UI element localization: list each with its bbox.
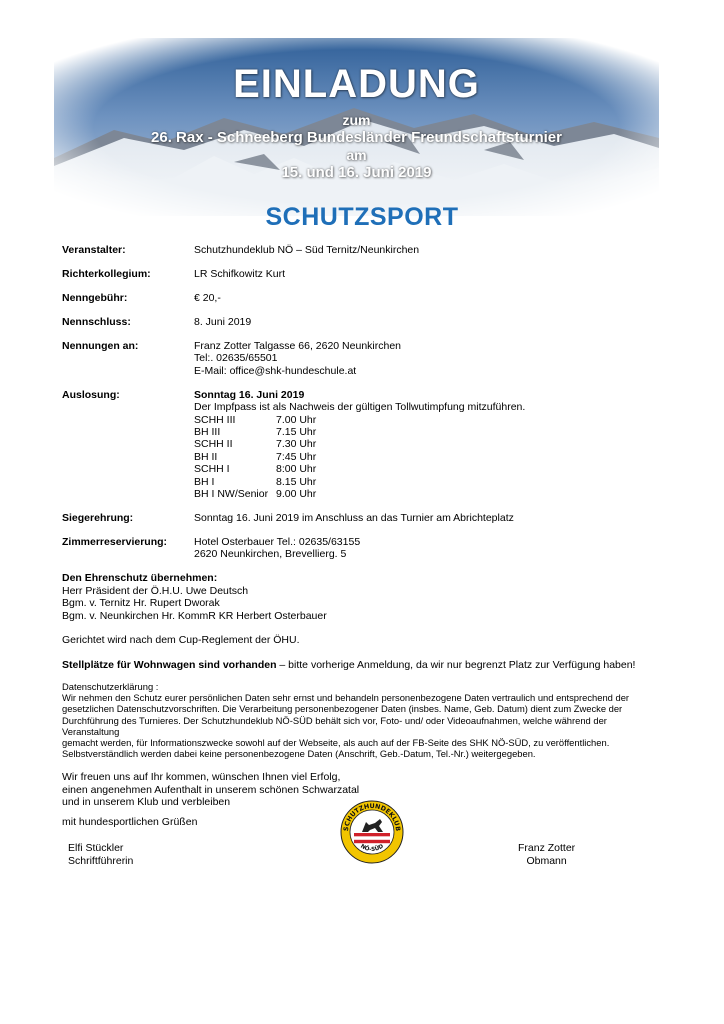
- schedule-class: BH I NW/Senior: [194, 488, 269, 501]
- title-am: am: [346, 147, 367, 163]
- reglement: Gerichtet wird nach dem Cup-Reglement der ÖHU.: [62, 634, 300, 647]
- schedule-time: 7.30 Uhr: [276, 438, 317, 451]
- auslosung-note: Der Impfpass ist als Nachweis der gültigen Tollwutimpfung mitzuführen.: [194, 401, 526, 414]
- closing-line: und in unserem Klub und verbleiben: [62, 796, 231, 809]
- detail-value: € 20,-: [194, 292, 221, 304]
- detail-value: 2620 Neunkirchen, Brevellierg. 5: [194, 548, 347, 561]
- ehrenschutz-line: Bgm. v. Ternitz Hr. Rupert Dworak: [62, 597, 220, 610]
- logo-text-top: SCHUTZHUNDEKLUB: [341, 801, 403, 832]
- detail-row: [62, 244, 662, 256]
- detail-row: [62, 268, 662, 280]
- title-zum: zum: [342, 112, 371, 128]
- signature-right-role: Obmann: [526, 854, 567, 867]
- ehrenschutz-line: Bgm. v. Neunkirchen Hr. KommR KR Herbert Osterbauer: [62, 609, 327, 622]
- schedule-time: 7.00 Uhr: [276, 413, 317, 426]
- closing-line: Wir freuen uns auf Ihr kommen, wünschen Ihnen viel Erfolg,: [62, 771, 341, 784]
- ehrenschutz-heading: Den Ehrenschutz übernehmen:: [62, 572, 218, 585]
- stellplatz-rest: – bitte vorherige Anmeldung, da wir nur begrenzt Platz zur Verfügung haben!: [276, 658, 636, 671]
- detail-row: [62, 536, 662, 561]
- datenschutz: [62, 681, 662, 759]
- detail-label: Veranstalter:: [62, 244, 126, 256]
- detail-label: Richterkollegium:: [62, 268, 151, 280]
- detail-label: Nenngebühr:: [62, 292, 128, 304]
- schedule-time: 7:45 Uhr: [276, 450, 317, 463]
- signature-left-role: Schriftführerin: [68, 854, 134, 867]
- signature-right: [518, 842, 575, 867]
- details-list-2: [62, 512, 662, 561]
- detail-row: [62, 512, 662, 524]
- stellplatz-note: [62, 659, 662, 671]
- detail-value: Hotel Osterbauer Tel.: 02635/63155: [194, 536, 361, 549]
- auslosung-row: [62, 389, 662, 501]
- signature-left-name: Elfi Stückler: [68, 842, 124, 854]
- schedule-class: BH III: [194, 426, 221, 439]
- schedule-class: BH II: [194, 450, 218, 463]
- datenschutz-line: Selbstverständlich werden dabei keine personenbezogene Daten (Anschrift, Geb.-Datum, Tel.-Nr.) weitergegeben.: [62, 748, 536, 760]
- signature-right-name: Franz Zotter: [518, 842, 576, 854]
- datenschutz-line: Wir nehmen den Schutz eurer persönlichen Daten sehr ernst und behandeln personenbezogene Daten vertraulich und entsprechend der: [62, 692, 630, 704]
- signature-left: [68, 842, 133, 867]
- schedule-time: 7.15 Uhr: [276, 426, 317, 439]
- logo-text-bottom: NÖ-SÜD: [359, 843, 385, 854]
- datenschutz-line: gesetzlichen Datenschutzvorschriften. Die Verarbeitung personenbezogener Daten (insbes. Name, Geb. Datum) dient zum Zwecke der: [62, 703, 623, 715]
- detail-value: LR Schifkowitz Kurt: [194, 268, 286, 280]
- schedule-time: 8:00 Uhr: [276, 463, 317, 476]
- detail-value: Tel:. 02635/65501: [194, 352, 278, 365]
- schedule-class: BH I: [194, 475, 215, 488]
- stellplatz-bold: Stellplätze für Wohnwagen sind vorhanden: [62, 658, 277, 671]
- schedule-time: 9.00 Uhr: [276, 488, 317, 501]
- detail-label: Zimmerreservierung:: [62, 536, 168, 549]
- schedule-time: 8.15 Uhr: [276, 475, 317, 488]
- discipline-title: SCHUTZSPORT: [265, 203, 459, 231]
- detail-row: [62, 340, 662, 377]
- club-logo: [340, 800, 404, 864]
- datenschutz-heading: Datenschutzerklärung :: [62, 680, 159, 692]
- datenschutz-line: Durchführung des Turnieres. Der Schutzhundeklub NÖ-SÜD behält sich vor, Foto- und/ oder Videoaufnahmen, welche während der Veranstaltung: [62, 714, 607, 737]
- auslosung-label: Auslosung:: [62, 388, 120, 401]
- schedule-table: [194, 414, 662, 501]
- schedule-class: SCHH II: [194, 438, 233, 451]
- detail-label: Nennungen an:: [62, 340, 139, 352]
- detail-value: E-Mail: office@shk-hundeschule.at: [194, 364, 357, 377]
- ehrenschutz: [62, 572, 662, 622]
- header-banner: [54, 38, 659, 216]
- schedule-class: SCHH III: [194, 413, 236, 426]
- invitation-body: [62, 244, 662, 809]
- detail-value: Schutzhundeklub NÖ – Süd Ternitz/Neunkirchen: [194, 244, 420, 256]
- detail-value: Sonntag 16. Juni 2019 im Anschluss an das Turnier am Abrichteplatz: [194, 512, 514, 525]
- closing-line: einen angenehmen Aufenthalt in unserem schönen Schwarzatal: [62, 783, 360, 796]
- detail-row: [62, 316, 662, 328]
- detail-label: Nennschluss:: [62, 316, 131, 328]
- invitation-title: EINLADUNG: [233, 62, 480, 106]
- detail-value: Franz Zotter Talgasse 66, 2620 Neunkirchen: [194, 340, 402, 352]
- datenschutz-line: gemacht werden, für Informationszwecke sowohl auf der Webseite, als auch auf der FB-Seite des SHK NÖ-SÜD, zu veröffentlichen.: [62, 736, 610, 748]
- auslosung-day: Sonntag 16. Juni 2019: [194, 388, 305, 401]
- details-list: [62, 244, 662, 377]
- detail-value: 8. Juni 2019: [194, 316, 252, 328]
- ehrenschutz-line: Herr Präsident der Ö.H.U. Uwe Deutsch: [62, 584, 249, 597]
- event-name: 26. Rax - Schneeberg Bundesländer Freundschaftsturnier: [151, 129, 562, 146]
- detail-row: [62, 292, 662, 304]
- detail-label: Siegerehrung:: [62, 512, 134, 525]
- greeting: mit hundesportlichen Grüßen: [62, 816, 198, 828]
- schedule-class: SCHH I: [194, 463, 230, 476]
- event-date: 15. und 16. Juni 2019: [281, 164, 432, 181]
